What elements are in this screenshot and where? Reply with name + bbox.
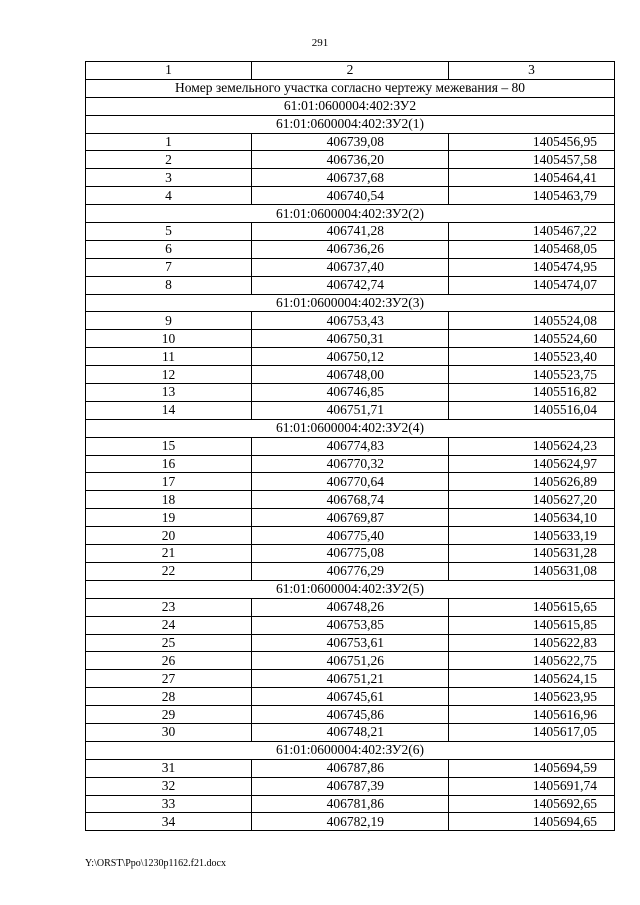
subparcel-row (86, 419, 615, 437)
point-number: 19 (86, 509, 252, 527)
x-coordinate: 406740,54 (252, 187, 449, 205)
table-row (86, 348, 615, 366)
y-coordinate: 1405631,28 (449, 545, 615, 563)
point-number: 14 (86, 401, 252, 419)
subparcel-title: 61:01:0600004:402:ЗУ2(1) (86, 115, 615, 133)
point-number: 17 (86, 473, 252, 491)
point-number: 25 (86, 634, 252, 652)
y-coordinate: 1405691,74 (449, 777, 615, 795)
y-coordinate: 1405516,82 (449, 384, 615, 402)
table-row (86, 437, 615, 455)
y-coordinate: 1405474,95 (449, 258, 615, 276)
table-row (86, 598, 615, 616)
table-row (86, 223, 615, 241)
y-coordinate: 1405633,19 (449, 527, 615, 545)
y-coordinate: 1405631,08 (449, 562, 615, 580)
point-number: 18 (86, 491, 252, 509)
point-number: 27 (86, 670, 252, 688)
x-coordinate: 406787,39 (252, 777, 449, 795)
column-header: 1 (86, 62, 252, 80)
y-coordinate: 1405623,95 (449, 688, 615, 706)
plot-title: Номер земельного участка согласно чертежу межевания – 80 (86, 79, 615, 97)
point-number: 33 (86, 795, 252, 813)
x-coordinate: 406781,86 (252, 795, 449, 813)
x-coordinate: 406748,26 (252, 598, 449, 616)
table-row (86, 473, 615, 491)
point-number: 29 (86, 706, 252, 724)
parcel-row (86, 97, 615, 115)
table-row (86, 384, 615, 402)
subparcel-title: 61:01:0600004:402:ЗУ2(6) (86, 741, 615, 759)
x-coordinate: 406770,64 (252, 473, 449, 491)
point-number: 34 (86, 813, 252, 831)
point-number: 12 (86, 366, 252, 384)
table-row (86, 258, 615, 276)
x-coordinate: 406787,86 (252, 759, 449, 777)
subparcel-row (86, 580, 615, 598)
x-coordinate: 406751,21 (252, 670, 449, 688)
y-coordinate: 1405468,05 (449, 240, 615, 258)
y-coordinate: 1405457,58 (449, 151, 615, 169)
x-coordinate: 406745,86 (252, 706, 449, 724)
file-path-footer: Y:\ORST\Ppo\1230p1162.f21.docx (85, 858, 226, 869)
x-coordinate: 406742,74 (252, 276, 449, 294)
y-coordinate: 1405463,79 (449, 187, 615, 205)
x-coordinate: 406753,85 (252, 616, 449, 634)
x-coordinate: 406737,40 (252, 258, 449, 276)
y-coordinate: 1405624,23 (449, 437, 615, 455)
y-coordinate: 1405622,75 (449, 652, 615, 670)
column-header: 3 (449, 62, 615, 80)
point-number: 9 (86, 312, 252, 330)
subparcel-row (86, 741, 615, 759)
table-row (86, 509, 615, 527)
y-coordinate: 1405464,41 (449, 169, 615, 187)
table-row (86, 688, 615, 706)
coordinates-table (85, 61, 615, 831)
table-row (86, 366, 615, 384)
point-number: 31 (86, 759, 252, 777)
y-coordinate: 1405634,10 (449, 509, 615, 527)
table-row (86, 759, 615, 777)
point-number: 2 (86, 151, 252, 169)
point-number: 22 (86, 562, 252, 580)
y-coordinate: 1405523,40 (449, 348, 615, 366)
subparcel-title: 61:01:0600004:402:ЗУ2(2) (86, 205, 615, 223)
column-header: 2 (252, 62, 449, 80)
x-coordinate: 406776,29 (252, 562, 449, 580)
table-row (86, 527, 615, 545)
table-row (86, 240, 615, 258)
plot-title-row (86, 79, 615, 97)
table-row (86, 616, 615, 634)
y-coordinate: 1405524,08 (449, 312, 615, 330)
y-coordinate: 1405694,65 (449, 813, 615, 831)
y-coordinate: 1405615,65 (449, 598, 615, 616)
y-coordinate: 1405524,60 (449, 330, 615, 348)
x-coordinate: 406736,20 (252, 151, 449, 169)
table-row (86, 652, 615, 670)
y-coordinate: 1405626,89 (449, 473, 615, 491)
y-coordinate: 1405467,22 (449, 223, 615, 241)
table-row (86, 562, 615, 580)
point-number: 8 (86, 276, 252, 294)
y-coordinate: 1405624,97 (449, 455, 615, 473)
x-coordinate: 406745,61 (252, 688, 449, 706)
x-coordinate: 406748,21 (252, 723, 449, 741)
x-coordinate: 406751,26 (252, 652, 449, 670)
point-number: 11 (86, 348, 252, 366)
subparcel-title: 61:01:0600004:402:ЗУ2(5) (86, 580, 615, 598)
point-number: 20 (86, 527, 252, 545)
point-number: 6 (86, 240, 252, 258)
y-coordinate: 1405516,04 (449, 401, 615, 419)
subparcel-row (86, 294, 615, 312)
x-coordinate: 406741,28 (252, 223, 449, 241)
subparcel-title: 61:01:0600004:402:ЗУ2(3) (86, 294, 615, 312)
y-coordinate: 1405627,20 (449, 491, 615, 509)
subparcel-title: 61:01:0600004:402:ЗУ2(4) (86, 419, 615, 437)
y-coordinate: 1405523,75 (449, 366, 615, 384)
x-coordinate: 406770,32 (252, 455, 449, 473)
point-number: 3 (86, 169, 252, 187)
y-coordinate: 1405474,07 (449, 276, 615, 294)
x-coordinate: 406782,19 (252, 813, 449, 831)
x-coordinate: 406748,00 (252, 366, 449, 384)
y-coordinate: 1405456,95 (449, 133, 615, 151)
point-number: 15 (86, 437, 252, 455)
y-coordinate: 1405617,05 (449, 723, 615, 741)
table-row (86, 634, 615, 652)
y-coordinate: 1405624,15 (449, 670, 615, 688)
subparcel-row (86, 115, 615, 133)
table-row (86, 151, 615, 169)
point-number: 30 (86, 723, 252, 741)
table-row (86, 670, 615, 688)
point-number: 24 (86, 616, 252, 634)
table-row (86, 276, 615, 294)
table-row (86, 455, 615, 473)
x-coordinate: 406750,12 (252, 348, 449, 366)
table-row (86, 187, 615, 205)
y-coordinate: 1405616,96 (449, 706, 615, 724)
x-coordinate: 406769,87 (252, 509, 449, 527)
x-coordinate: 406746,85 (252, 384, 449, 402)
x-coordinate: 406775,40 (252, 527, 449, 545)
table-row (86, 545, 615, 563)
point-number: 16 (86, 455, 252, 473)
x-coordinate: 406750,31 (252, 330, 449, 348)
x-coordinate: 406739,08 (252, 133, 449, 151)
parcel-number: 61:01:0600004:402:ЗУ2 (86, 97, 615, 115)
page-number: 291 (311, 37, 329, 49)
table-row (86, 401, 615, 419)
table-row (86, 706, 615, 724)
table-row (86, 723, 615, 741)
point-number: 32 (86, 777, 252, 795)
x-coordinate: 406753,43 (252, 312, 449, 330)
x-coordinate: 406774,83 (252, 437, 449, 455)
x-coordinate: 406736,26 (252, 240, 449, 258)
table-row (86, 133, 615, 151)
table-row (86, 491, 615, 509)
point-number: 23 (86, 598, 252, 616)
y-coordinate: 1405694,59 (449, 759, 615, 777)
subparcel-row (86, 205, 615, 223)
table-row (86, 169, 615, 187)
table-row (86, 795, 615, 813)
y-coordinate: 1405692,65 (449, 795, 615, 813)
table-row (86, 312, 615, 330)
x-coordinate: 406751,71 (252, 401, 449, 419)
point-number: 5 (86, 223, 252, 241)
point-number: 21 (86, 545, 252, 563)
x-coordinate: 406753,61 (252, 634, 449, 652)
x-coordinate: 406737,68 (252, 169, 449, 187)
table-header-row (86, 62, 615, 80)
x-coordinate: 406768,74 (252, 491, 449, 509)
y-coordinate: 1405615,85 (449, 616, 615, 634)
table-row (86, 777, 615, 795)
point-number: 13 (86, 384, 252, 402)
point-number: 10 (86, 330, 252, 348)
point-number: 4 (86, 187, 252, 205)
point-number: 1 (86, 133, 252, 151)
x-coordinate: 406775,08 (252, 545, 449, 563)
point-number: 26 (86, 652, 252, 670)
point-number: 7 (86, 258, 252, 276)
point-number: 28 (86, 688, 252, 706)
table-row (86, 330, 615, 348)
y-coordinate: 1405622,83 (449, 634, 615, 652)
table-row (86, 813, 615, 831)
